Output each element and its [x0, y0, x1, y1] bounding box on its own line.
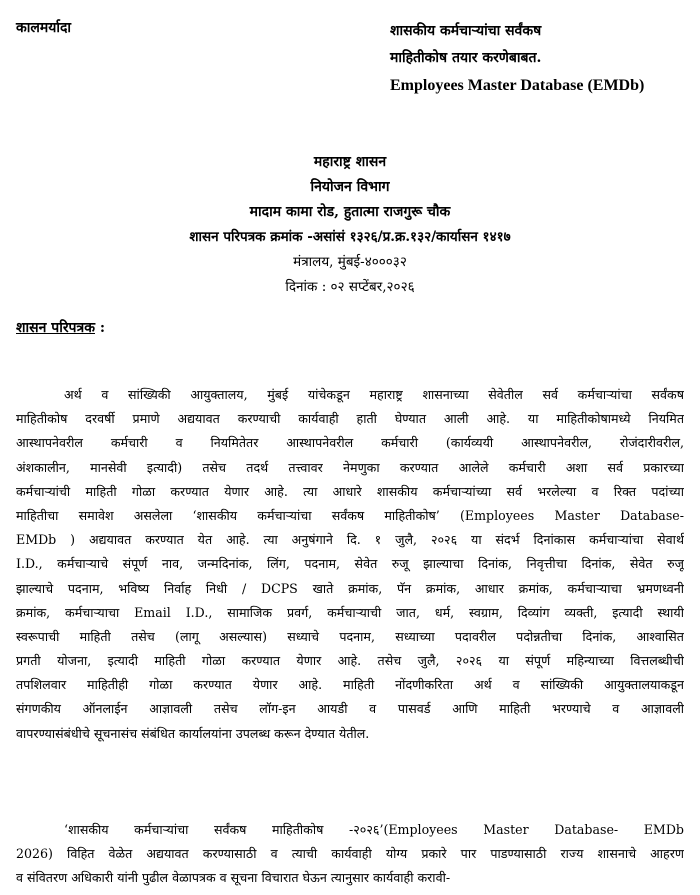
paragraph-line: माहितीकोष दरवर्षी प्रमाणे अद्ययावत करण्याची कार्यवाही हाती घेण्यात आली आहे. या माहितीकोषामध्ये नियमित: [16, 411, 684, 427]
subject-line-3: Employees Master Database (EMDb): [390, 77, 645, 94]
paragraph-line: I.D., कर्मचाऱ्याचे संपूर्ण नाव, जन्मदिनांक, लिंग, पदनाम, सेवेत रुजू झाल्याचा दिनांक, निवृत्तीचा दिनांक, सेवेत रुजू: [16, 556, 684, 572]
section-colon: :: [95, 320, 106, 336]
paragraph-line: कर्मचाऱ्यांची माहिती गोळा करण्यात येणार आहे. त्या आधारे शासकीय कर्मचाऱ्यांच्या सर्व भरलेल्या व रिक्त पदांच्या: [16, 483, 684, 499]
paragraph-line: स्वरूपाची माहिती तसेच (लागू असल्यास) सध्याचे पदनाम, सध्याच्या पदावरील पदोन्नतीचा दिनांक, आश्वासित: [16, 628, 684, 644]
government-name: महाराष्ट्र शासन: [313, 154, 387, 170]
paragraph-line: तपशिलवार माहितीही गोळा करण्यात येणार आहे. माहिती नोंदणीकरिता अर्थ व सांख्यिकी आयुक्तालयाकडून: [16, 677, 684, 693]
place-line: मंत्रालय, मुंबई-४०००३२: [293, 254, 407, 270]
section-label: शासन परिपत्रक: [16, 320, 95, 336]
paragraph-line: संगणकीय ऑनलाईन आज्ञावली तसेच लॉग-इन आयडी व पासवर्ड आणि माहिती भरण्याचे व आज्ञावली: [16, 701, 684, 717]
section-heading: [16, 318, 105, 337]
paragraph-line: अर्थ व सांख्यिकी आयुक्तालय, मुंबई यांचेकडून महाराष्ट्र शासनाच्या सेवेतील सर्व कर्मचाऱ्यांचा सर्वंकष: [64, 387, 684, 402]
time-limit-label: कालमर्यादा: [16, 20, 72, 36]
paragraph-line: क्रमांक, कर्मचाऱ्याचा Email I.D., सामाजिक प्रवर्ग, कर्मचाऱ्याची जात, धर्म, स्वग्राम, दिव्यांग व्यक्ती, इत्यादी स्थायी: [16, 604, 684, 620]
paragraph-line: अंशकालीन, मानसेवी इत्यादी) तसेच तदर्थ तत्त्वावर नेमणुका करण्यात आलेले कर्मचारी अशा सर्व प्रकारच्या: [16, 459, 684, 475]
letterhead: [0, 150, 700, 300]
paragraph-line: माहितीचा समावेश असलेला ‘शासकीय कर्मचाऱ्यांचा सर्वंकष माहितीकोष’ (Employees Master Database-: [16, 507, 684, 523]
paragraph-2: [16, 818, 684, 891]
paragraph-line: प्रगती योजना, इत्यादी माहिती गोळा करण्यात येणार आहे. तसेच जुलै, २०२६ या संपूर्ण महिन्याच्या वित्तलब्धीची: [16, 653, 684, 669]
paragraph-line: आस्थापनेवरील कर्मचारी व नियमितेतर आस्थापनेवरील कर्मचारी (कार्यव्ययी आस्थापनेवरील, रोजंदारीवरील,: [16, 435, 684, 451]
department-name: नियोजन विभाग: [310, 179, 390, 195]
paragraph-line: व संवितरण अधिकारी यांनी पुढील वेळापत्रक व सूचना विचारात घेऊन त्यानुसार कार्यवाही करावी-: [16, 870, 451, 886]
address-line: मादाम कामा रोड, हुतात्मा राजगुरू चौक: [249, 204, 451, 220]
paragraph-line: वापरण्यासंबंधीचे सूचनासंच संबंधित कार्यालयांना उपलब्ध करून देण्यात येतील.: [16, 725, 370, 741]
paragraph-line: झाल्याचे पदनाम, भविष्य निर्वाह निधी / DCPS खाते क्रमांक, पॅन क्रमांक, आधार क्रमांक, कर्मचाऱ्याचा भ्रमणध्वनी: [16, 580, 684, 596]
paragraph-line: EMDb ) अद्ययावत करण्यात येत आहे. त्या अनुषंगाने दि. १ जुलै, २०२६ या संदर्भ दिनांकास कर्मचाऱ्यांचा सेवार्थ: [16, 532, 684, 548]
subject-line-2: माहितीकोष तयार करणेबाबत.: [390, 50, 542, 66]
subject-line-1: शासकीय कर्मचाऱ्यांचा सर्वंकष: [390, 23, 542, 39]
paragraph-1: [16, 383, 684, 746]
date-line: दिनांक : ०२ सप्टेंबर,२०२६: [285, 279, 415, 295]
subject-block: [390, 18, 690, 99]
circular-number: शासन परिपत्रक क्रमांक -असांसं १३२६/प्र.क्र.१३२/कार्यासन १४१७: [189, 229, 511, 245]
paragraph-line: 2026) विहित वेळेत अद्ययावत करण्यासाठी व त्याची कार्यवाही योग्य प्रकारे पार पाडण्यासाठी राज्य शासनाचे आहरण: [16, 846, 684, 862]
paragraph-line: ‘शासकीय कर्मचाऱ्यांचा सर्वंकष माहितीकोष -२०२६’(Employees Master Database- EMDb: [64, 822, 684, 837]
